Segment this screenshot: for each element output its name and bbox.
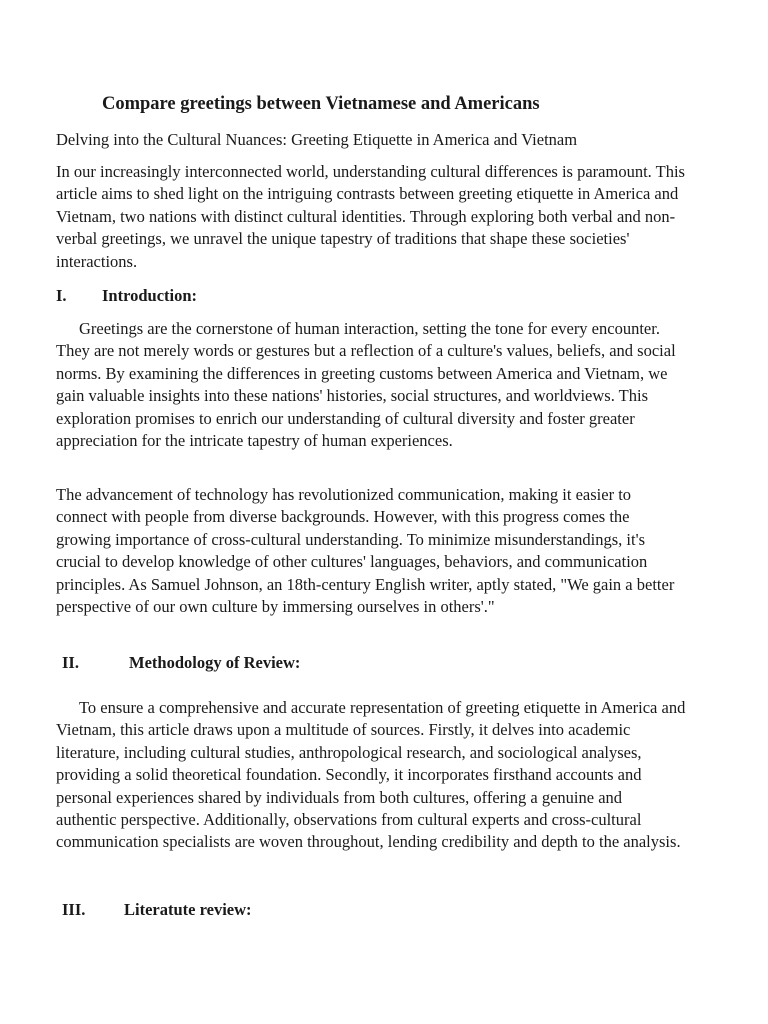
- section-title: Literatute review:: [124, 900, 252, 919]
- methodology-paragraph: To ensure a comprehensive and accurate representation of greeting etiquette in America and Vietnam, this article draws upon a multitude of sources. Firstly, it delves into academic literature, including cultural studies, anthropological research, and sociological analyses, providing a solid theoretical foundation. Secondly, it incorporates firsthand accounts and personal experiences shared by individuals from both cultures, offering a genuine and authentic perspective. Additionally, observations from cultural experts and cross-cultural communication specialists are woven throughout, lending credibility and depth to the analysis.: [56, 698, 686, 852]
- section-heading-literature-review: [62, 900, 252, 920]
- intro-paragraph: In our increasingly interconnected world, understanding cultural differences is paramount. This article aims to shed light on the intriguing contrasts between greeting etiquette in America and Vietnam, two nations with distinct cultural identities. Through exploring both verbal and non-verbal greetings, we unravel the unique tapestry of traditions that shape these societies' interactions.: [56, 162, 685, 271]
- section-number: III.: [62, 900, 86, 919]
- document-subtitle: Delving into the Cultural Nuances: Greeting Etiquette in America and Vietnam: [56, 130, 578, 149]
- introduction-paragraph-1: Greetings are the cornerstone of human interaction, setting the tone for every encounter. They are not merely words or gestures but a reflection of a culture's values, beliefs, and social norms. By examining the differences in greeting customs between America and Vietnam, we gain valuable insights into these nations' histories, social structures, and worldviews. This exploration promises to enrich our understanding of cultural diversity and foster greater appreciation for the intricate tapestry of human experiences.: [56, 319, 676, 451]
- section-number: I.: [56, 286, 67, 305]
- section-heading-introduction: [56, 286, 197, 306]
- introduction-paragraph-2: The advancement of technology has revolutionized communication, making it easier to connect with people from diverse backgrounds. However, with this progress comes the growing importance of cross-cultural understanding. To minimize misunderstandings, it's crucial to develop knowledge of other cultures' languages, behaviors, and communication principles. As Samuel Johnson, an 18th-century English writer, aptly stated, "We gain a better perspective of our own culture by immersing ourselves in others'.": [56, 485, 675, 617]
- section-title: Introduction:: [102, 286, 198, 305]
- section-number: II.: [62, 653, 79, 672]
- document-title: Compare greetings between Vietnamese and Americans: [102, 94, 540, 114]
- section-heading-methodology: [62, 653, 300, 673]
- section-title: Methodology of Review:: [129, 653, 301, 672]
